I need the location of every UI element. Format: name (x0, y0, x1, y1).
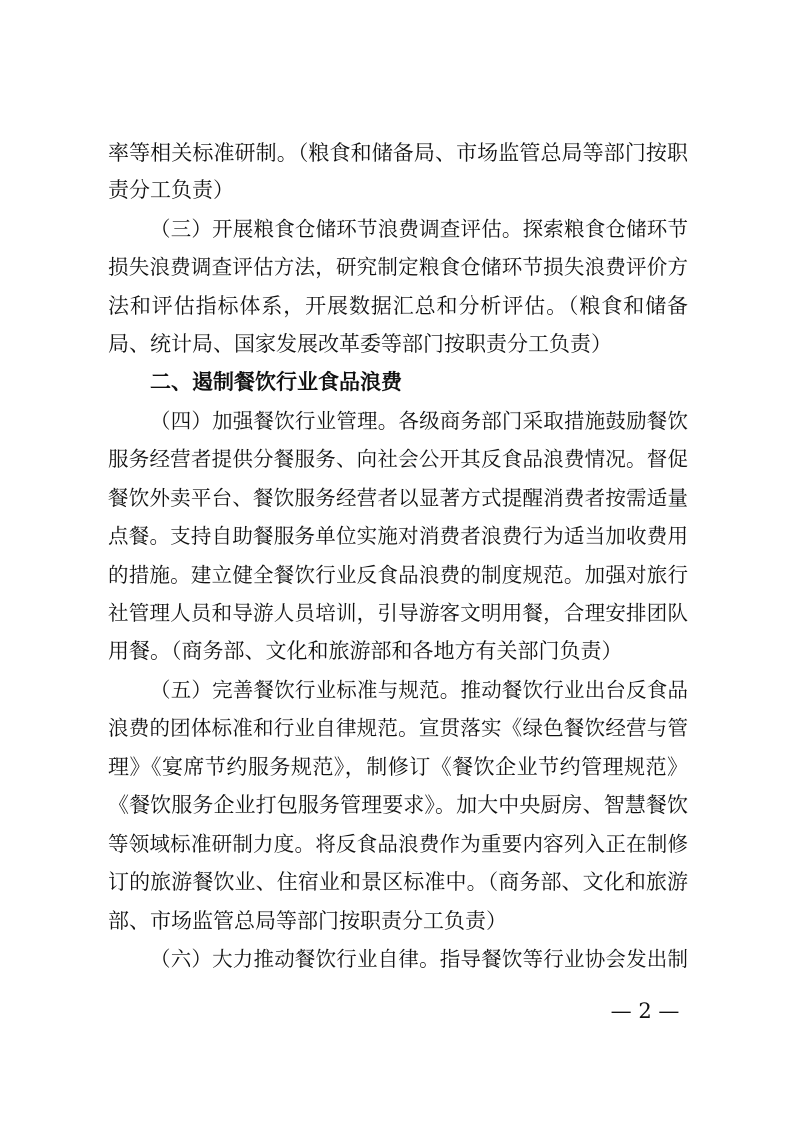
text-line: 法和评估指标体系，开展数据汇总和分析评估。（粮食和储备 (108, 294, 688, 318)
page-number: — 2 — (610, 999, 680, 1023)
text-line: 理》《宴席节约服务规范》，制修订《餐饮企业节约管理规范》 (108, 755, 688, 779)
text-line: 餐饮外卖平台、餐饮服务经营者以显著方式提醒消费者按需适量 (108, 486, 688, 510)
text-line: 订的旅游餐饮业、住宿业和景区标准中。（商务部、文化和旅游 (108, 870, 688, 894)
paragraph-start-line: （三）开展粮食仓储环节浪费调查评估。探索粮食仓储环节 (150, 217, 688, 241)
text-line: 用餐。（商务部、文化和旅游部和各地方有关部门负责） (108, 639, 623, 663)
text-line: 的措施。建立健全餐饮行业反食品浪费的制度规范。加强对旅行 (108, 563, 688, 587)
text-line: 服务经营者提供分餐服务、向社会公开其反食品浪费情况。督促 (108, 447, 688, 471)
paragraph-start-line: （六）大力推动餐饮行业自律。指导餐饮等行业协会发出制 (150, 947, 688, 971)
section-heading: 二、遏制餐饮行业食品浪费 (150, 370, 402, 394)
paragraph-start-line: （五）完善餐饮行业标准与规范。推动餐饮行业出台反食品 (150, 678, 688, 702)
text-line: 率等相关标准研制。（粮食和储备局、市场监管总局等部门按职 (108, 141, 688, 165)
text-line: 浪费的团体标准和行业自律规范。宣贯落实《绿色餐饮经营与管 (108, 716, 688, 740)
text-line: 《餐饮服务企业打包服务管理要求》。加大中央厨房、智慧餐饮 (108, 793, 688, 817)
text-line: 点餐。支持自助餐服务单位实施对消费者浪费行为适当加收费用 (108, 524, 688, 548)
text-line: 局、统计局、国家发展改革委等部门按职责分工负责） (108, 332, 612, 356)
text-line: 部、市场监管总局等部门按职责分工负责） (108, 909, 507, 933)
text-line: 社管理人员和导游人员培训，引导游客文明用餐，合理安排团队 (108, 601, 688, 625)
text-line: 等领域标准研制力度。将反食品浪费作为重要内容列入正在制修 (108, 832, 688, 856)
text-line: 责分工负责） (108, 178, 234, 202)
text-line: 损失浪费调查评估方法，研究制定粮食仓储环节损失浪费评价方 (108, 255, 688, 279)
paragraph-start-line: （四）加强餐饮行业管理。各级商务部门采取措施鼓励餐饮 (150, 409, 688, 433)
